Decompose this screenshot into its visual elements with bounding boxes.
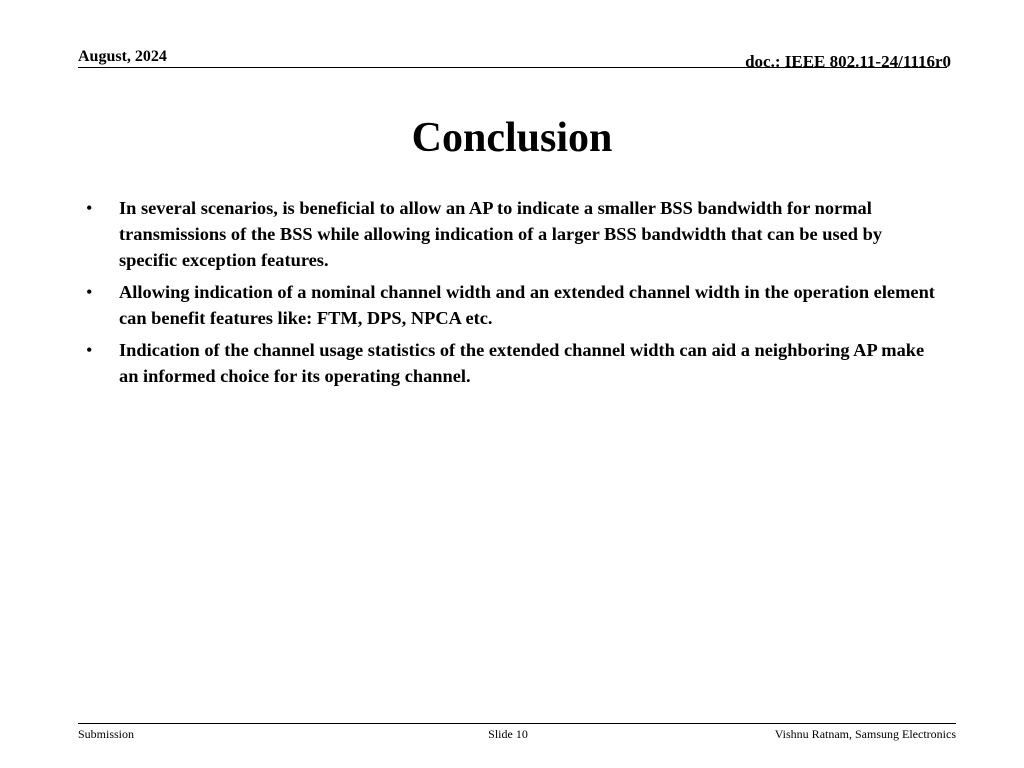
bullet-list — [84, 195, 944, 395]
bullet-text: Indication of the channel usage statistics of the extended channel width can aid a neighboring AP make an informed choice for its operating channel. — [119, 340, 925, 386]
bullet-item — [84, 279, 944, 331]
header-doc-id: doc.: IEEE 802.11-24/1116r0 — [745, 52, 951, 71]
footer-slide-number: Slide 10 — [488, 727, 528, 741]
footer-submission: Submission — [78, 727, 135, 741]
bullet-item — [84, 195, 944, 273]
footer-divider — [78, 723, 956, 724]
bullet-icon: • — [86, 198, 93, 218]
header-date: August, 2024 — [78, 48, 167, 65]
slide-title: Conclusion — [411, 115, 613, 161]
bullet-text: In several scenarios, is beneficial to allow an AP to indicate a smaller BSS bandwidth for normal transmissions of the BSS while allowing indication of a larger BSS bandwidth that can be used by specific exception features. — [119, 198, 883, 270]
bullet-icon: • — [86, 282, 93, 302]
footer-author: Vishnu Ratnam, Samsung Electronics — [774, 727, 956, 741]
header-divider — [78, 67, 947, 68]
bullet-icon: • — [86, 340, 93, 360]
bullet-item — [84, 337, 944, 389]
bullet-text: Allowing indication of a nominal channel width and an extended channel width in the operation element can benefit features like: FTM, DPS, NPCA etc. — [119, 282, 935, 328]
